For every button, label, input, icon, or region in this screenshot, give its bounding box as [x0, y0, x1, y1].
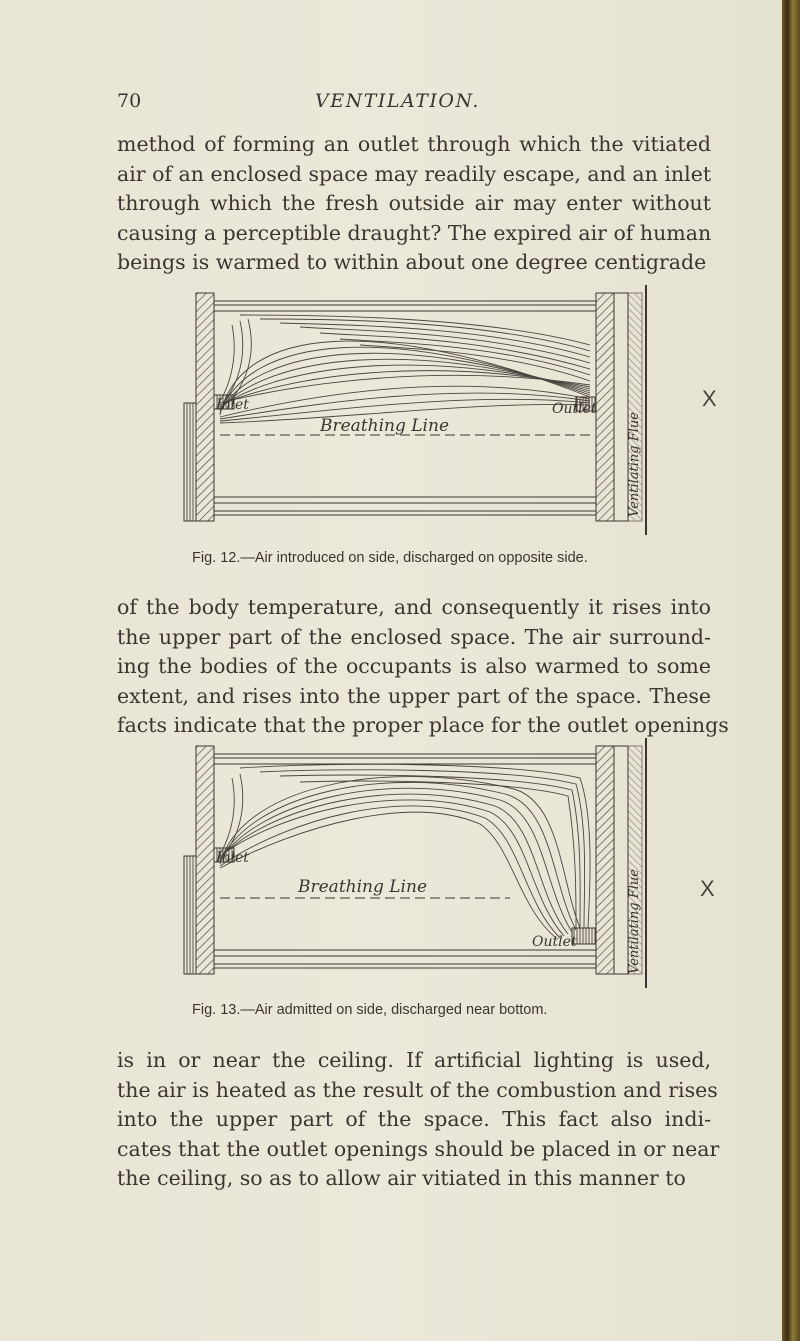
text-line: method of forming an outlet through which the vitiated [117, 132, 711, 156]
airflow-lines [220, 315, 590, 423]
text-line: is in or near the ceiling. If artificial lighting is used, [117, 1048, 711, 1072]
figure-12-diagram [180, 285, 660, 545]
paragraph-1 [117, 130, 711, 278]
left-wall-outer [184, 856, 196, 974]
margin-mark-1: X [702, 386, 717, 411]
flue-shaft [614, 746, 628, 974]
figure-13-caption: Fig. 13.—Air admitted on side, discharged near bottom. [192, 1002, 548, 1018]
text-line: beings is warmed to within about one degree centigrade [117, 250, 707, 274]
left-wall [196, 293, 214, 521]
text-line: facts indicate that the proper place for the outlet openings [117, 713, 729, 737]
text-line: ing the bodies of the occupants is also warmed to some [117, 654, 711, 678]
text-line: cates that the outlet openings should be placed in or near [117, 1136, 720, 1161]
paragraph-2 [117, 593, 729, 741]
text-line: air of an enclosed space may readily escape, and an inlet [117, 161, 712, 186]
breathing-line-label: Breathing Line [320, 416, 450, 436]
breathing-line-label: Breathing Line [298, 877, 428, 897]
outlet-label: Outlet [552, 401, 597, 417]
paragraph-3 [117, 1046, 720, 1194]
text-line: the air is heated as the result of the combustion and rises [117, 1077, 718, 1102]
text-line: causing a perceptible draught? The expired air of human [117, 220, 712, 245]
left-wall [196, 746, 214, 974]
left-wall-outer [184, 403, 196, 521]
book-spine-edge [782, 0, 800, 1341]
outlet-label: Outlet [532, 934, 577, 950]
inlet-label: Inlet [216, 850, 249, 866]
inlet-label: Inlet [216, 397, 249, 413]
flue-label: Ventilating Flue [627, 411, 642, 517]
text-line: into the upper part of the space. This fact also indi- [117, 1107, 711, 1131]
margin-mark-2: X [700, 876, 715, 901]
text-line: through which the fresh outside air may enter without [117, 191, 711, 215]
airflow-lines [220, 764, 590, 938]
text-line: extent, and rises into the upper part of the space. These [117, 683, 711, 708]
figure-12-caption: Fig. 12.—Air introduced on side, discharged on opposite side. [192, 550, 588, 566]
flue-shaft [614, 293, 628, 521]
right-wall [596, 746, 614, 974]
right-wall [596, 293, 614, 521]
text-line: the upper part of the enclosed space. The air surround- [117, 624, 711, 649]
flue-label: Ventilating Flue [627, 868, 642, 974]
figure-13-diagram [180, 738, 660, 998]
page-header [117, 90, 717, 116]
page-number: 70 [117, 90, 142, 112]
text-line: the ceiling, so as to allow air vitiated in this manner to [117, 1166, 686, 1190]
text-line: of the body temperature, and consequently it rises into [117, 595, 711, 619]
running-head: VENTILATION. [315, 90, 480, 112]
